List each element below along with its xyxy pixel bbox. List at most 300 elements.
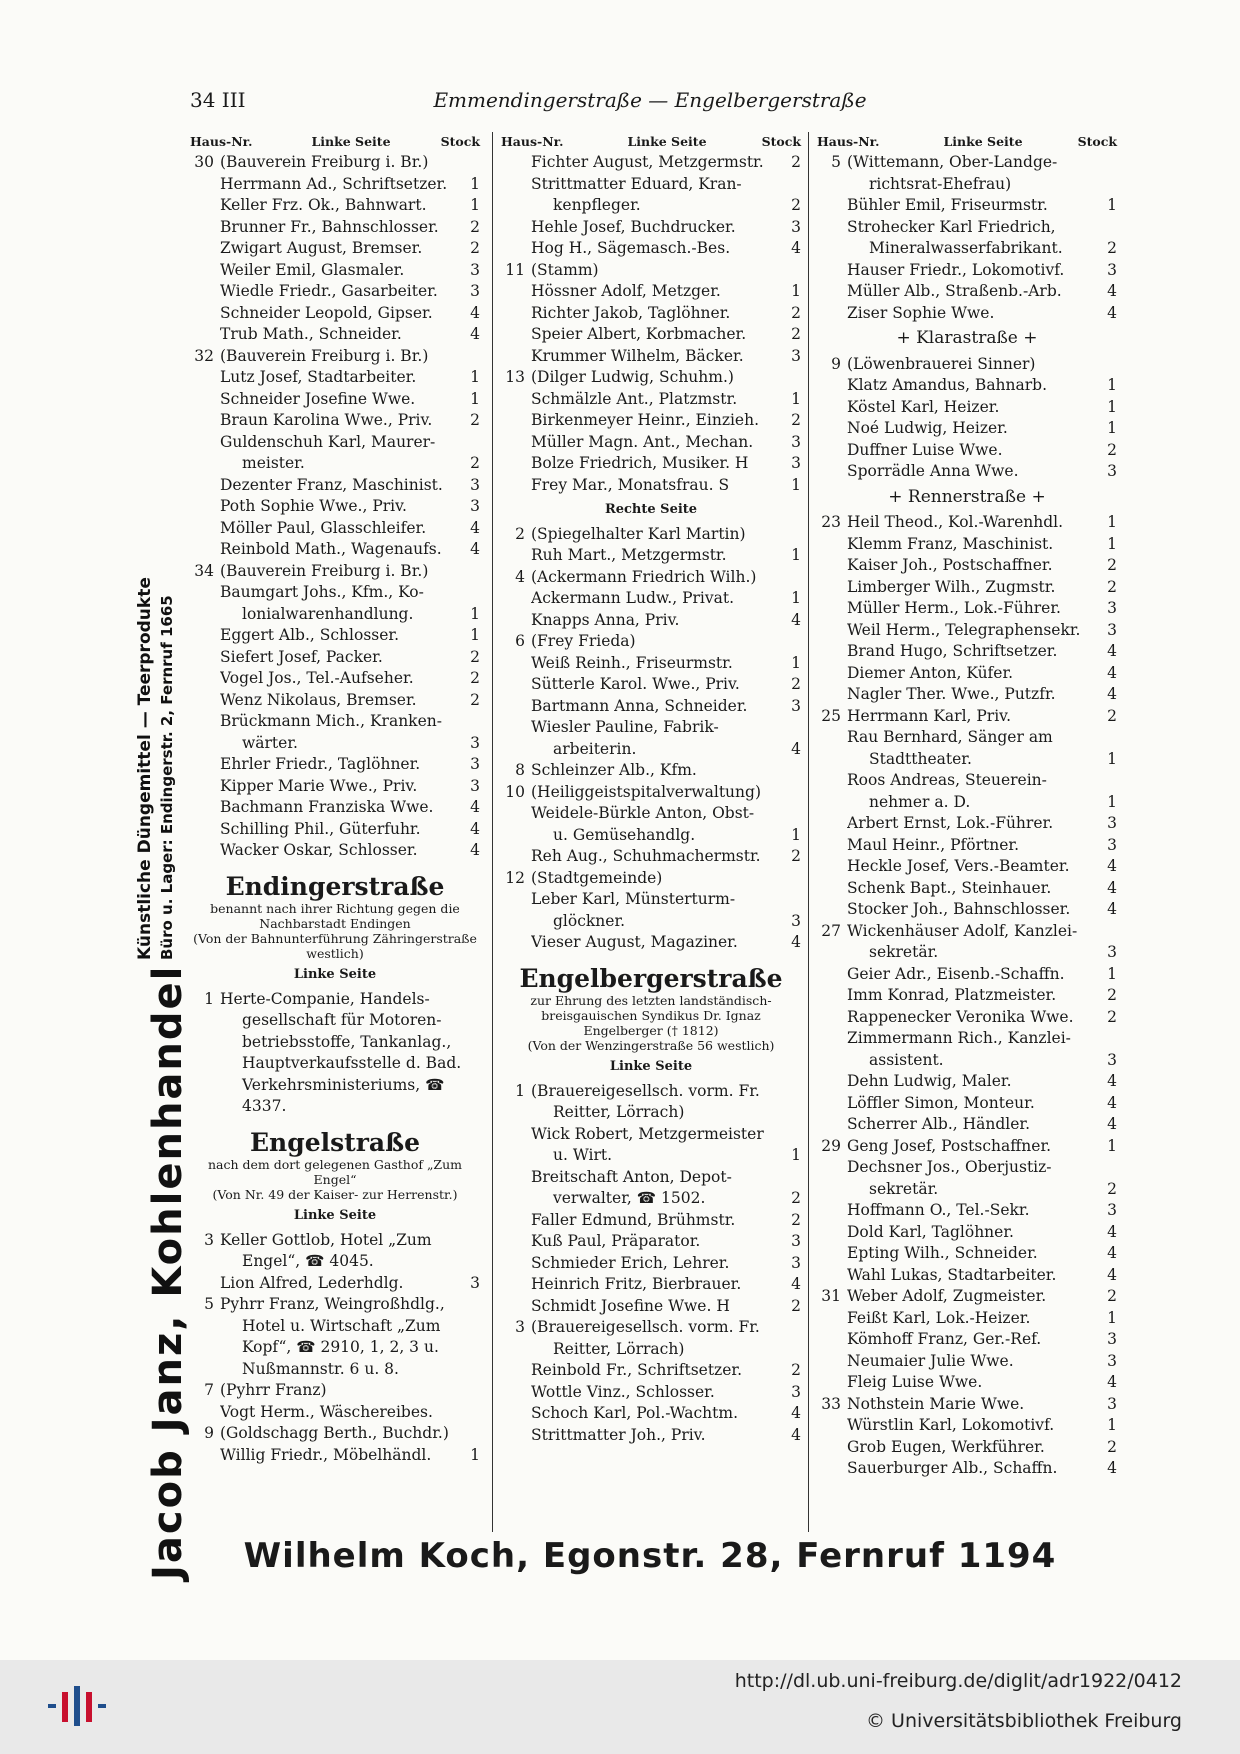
floor-number: 2 <box>791 1361 801 1379</box>
source-url-link[interactable]: http://dl.ub.uni-freiburg.de/diglit/adr1922/0412 <box>734 1670 1182 1692</box>
directory-entry <box>817 1222 1117 1244</box>
floor-number: 3 <box>1107 1201 1117 1219</box>
column-header <box>817 132 1117 152</box>
resident-text: Klemm Franz, Maschinist. <box>847 534 1054 553</box>
resident-text: Pyhrr Franz, Weingroßhdlg., <box>220 1295 445 1313</box>
resident-text: Zimmermann Rich., Kanzlei- <box>847 1029 1071 1047</box>
house-number <box>501 152 531 174</box>
floor-number <box>783 1339 801 1361</box>
resident-text: Knapps Anna, Priv. <box>531 610 680 629</box>
directory-entry <box>817 555 1117 577</box>
street-note: (Von der Wenzingerstraße 56 westlich) <box>527 1038 775 1053</box>
floor-number <box>783 782 801 804</box>
street-heading: Endingerstraße <box>225 871 445 901</box>
directory-entry <box>817 1007 1117 1029</box>
directory-entry <box>817 1394 1117 1416</box>
directory-entry <box>817 770 1117 792</box>
directory-entry <box>501 1317 801 1339</box>
house-number <box>817 792 847 814</box>
directory-entry <box>190 324 480 346</box>
resident-text: Grob Eugen, Werkführer. <box>847 1437 1045 1456</box>
floor-number: 3 <box>1107 620 1117 639</box>
resident-text: Rappenecker Veronika Wwe. <box>847 1007 1074 1026</box>
floor-number <box>462 711 480 733</box>
resident-text: (Stadtgemeinde) <box>531 868 663 887</box>
floor-number: 1 <box>791 589 801 607</box>
resident-text: Stadttheater. <box>869 749 972 768</box>
directory-entry <box>501 889 801 911</box>
house-number <box>190 367 220 389</box>
resident-text: Leber Karl, Münsterturm- <box>531 890 736 908</box>
house-number <box>501 410 531 432</box>
house-number <box>817 1093 847 1115</box>
house-number <box>190 776 220 798</box>
floor-number <box>462 432 480 454</box>
resident-text: lonialwarenhandlung. <box>242 604 414 623</box>
directory-entry <box>190 1402 480 1424</box>
house-number <box>501 346 531 368</box>
directory-entry <box>190 647 480 669</box>
house-number <box>190 797 220 819</box>
resident-text: (Bauverein Freiburg i. Br.) <box>220 346 429 365</box>
street-note: (Von der Bahnunterführung Zähringerstraße westlich) <box>193 931 477 961</box>
house-number <box>817 985 847 1007</box>
floor-number: 2 <box>791 1189 801 1207</box>
directory-entry <box>501 524 801 546</box>
floor-number <box>783 760 801 782</box>
directory-entry <box>190 539 480 561</box>
house-number <box>501 739 531 761</box>
resident-text: Hoffmann O., Tel.-Sekr. <box>847 1201 1030 1219</box>
floor-number: 4 <box>1107 663 1117 682</box>
resident-text: glöckner. <box>553 911 626 930</box>
house-number <box>501 1296 531 1318</box>
entry-continuation <box>817 1050 1117 1072</box>
floor-number: 2 <box>470 690 480 709</box>
directory-entry <box>817 1136 1117 1158</box>
floor-number <box>462 1096 480 1118</box>
directory-entry <box>817 598 1117 620</box>
resident-text: Wacker Oskar, Schlosser. <box>220 841 418 859</box>
directory-entry <box>817 1265 1117 1287</box>
house-number <box>817 1458 847 1480</box>
floor-number: 2 <box>470 669 480 687</box>
house-number <box>190 432 220 454</box>
house-number <box>817 174 847 196</box>
house-number-header: Haus-Nr. <box>501 134 564 149</box>
entry-continuation <box>190 1316 480 1338</box>
directory-entry <box>817 461 1117 483</box>
house-number <box>817 770 847 792</box>
resident-text: Lion Alfred, Lederhdlg. <box>220 1273 404 1292</box>
directory-entry <box>190 1273 480 1295</box>
entry-continuation <box>501 1145 801 1167</box>
side-header: Linke Seite <box>627 134 707 149</box>
floor-number <box>462 1380 480 1402</box>
directory-entry <box>501 803 801 825</box>
resident-text: Kuß Paul, Präparator. <box>531 1232 701 1250</box>
directory-entry <box>501 1296 801 1318</box>
house-number <box>817 418 847 440</box>
directory-entry <box>190 754 480 776</box>
resident-text: Schoch Karl, Pol.-Wachtm. <box>531 1404 738 1422</box>
resident-text: Duffner Luise Wwe. <box>847 440 1003 459</box>
house-number <box>817 1372 847 1394</box>
house-number: 33 <box>821 1394 841 1413</box>
house-number: 4 <box>515 567 525 586</box>
column-middle <box>492 132 801 1532</box>
directory-entry <box>817 663 1117 685</box>
resident-text: Schmälzle Ant., Platzmstr. <box>531 389 738 408</box>
house-number <box>501 653 531 675</box>
house-number: 1 <box>204 989 214 1008</box>
resident-text: Reh Aug., Schuhmachermstr. <box>531 847 761 865</box>
house-number <box>190 690 220 712</box>
floor-number: 3 <box>1107 599 1117 617</box>
floor-number: 3 <box>470 497 480 515</box>
floor-number: 4 <box>1107 857 1117 875</box>
floor-number <box>462 152 480 174</box>
house-number: 9 <box>831 354 841 373</box>
house-number: 23 <box>821 513 841 531</box>
directory-entry <box>501 346 801 368</box>
house-number <box>817 534 847 556</box>
house-number <box>190 1053 220 1075</box>
house-number <box>190 1032 220 1054</box>
resident-text: (Bauverein Freiburg i. Br.) <box>220 561 429 580</box>
house-number <box>817 620 847 642</box>
resident-text: Roos Andreas, Steuerein- <box>847 771 1047 789</box>
resident-text: Maul Heinr., Pförtner. <box>847 835 1020 854</box>
resident-text: Mineralwasserfabrikant. <box>869 239 1063 257</box>
resident-text: Brückmann Mich., Kranken- <box>220 712 442 730</box>
floor-number: 3 <box>791 1382 801 1401</box>
floor-number: 3 <box>1107 1351 1117 1370</box>
directory-entry <box>817 620 1117 642</box>
floor-number <box>462 1402 480 1424</box>
directory-entry <box>190 238 480 260</box>
resident-text: (Stamm) <box>531 260 599 279</box>
directory-entry <box>817 899 1117 921</box>
directory-entry <box>501 238 801 260</box>
resident-text: Kömhoff Franz, Ger.-Ref. <box>847 1330 1042 1348</box>
directory-entry <box>817 1351 1117 1373</box>
entry-continuation <box>190 1053 480 1075</box>
floor-number <box>462 1337 480 1359</box>
house-number <box>501 1124 531 1146</box>
house-number <box>190 539 220 561</box>
floor-number: 2 <box>1107 239 1117 257</box>
floor-number: 2 <box>1107 1007 1117 1026</box>
floor-number <box>1099 1028 1117 1050</box>
column-right <box>808 132 1117 1532</box>
floor-number: 2 <box>470 217 480 236</box>
street-note: benannt nach ihrer Richtung gegen die Nachbarstadt Endingen <box>210 901 460 931</box>
directory-entry <box>501 453 801 475</box>
resident-text: Willig Friedr., Möbelhändl. <box>220 1445 432 1464</box>
directory-entry <box>817 281 1117 303</box>
street-note: nach dem dort gelegenen Gasthof „Zum Engel“ <box>207 1157 463 1187</box>
house-number <box>817 555 847 577</box>
resident-text: Keller Frz. Ok., Bahnwart. <box>220 196 427 214</box>
resident-text: Nußmannstr. 6 u. 8. <box>242 1359 399 1378</box>
directory-entry <box>501 653 801 675</box>
house-number <box>501 1102 531 1124</box>
floor-number <box>462 1010 480 1032</box>
floor-number <box>1099 354 1117 376</box>
entry-continuation <box>501 825 801 847</box>
house-number <box>501 174 531 196</box>
resident-text: meister. <box>242 454 305 472</box>
directory-entry <box>190 1294 480 1316</box>
resident-text: Weil Herm., Telegraphensekr. <box>847 620 1081 639</box>
floor-number: 1 <box>470 604 480 623</box>
directory-entry <box>501 932 801 954</box>
resident-text: Herte-Companie, Handels- <box>220 989 430 1008</box>
directory-entry <box>190 989 480 1011</box>
house-number: 9 <box>204 1424 214 1442</box>
resident-text: Hog H., Sägemasch.-Bes. <box>531 239 731 257</box>
house-number <box>190 1337 220 1359</box>
floor-number <box>783 524 801 546</box>
floor-number: 3 <box>1107 1050 1117 1069</box>
resident-text: Faller Edmund, Brühmstr. <box>531 1210 736 1229</box>
house-number: 29 <box>821 1136 841 1155</box>
resident-text: Trub Math., Schneider. <box>220 325 402 343</box>
floor-number: 3 <box>1107 943 1117 961</box>
entry-continuation <box>501 1339 801 1361</box>
floor-number <box>462 582 480 604</box>
directory-entry <box>190 582 480 604</box>
resident-text: Wenz Nikolaus, Bremser. <box>220 690 417 709</box>
directory-entry <box>190 819 480 841</box>
floor-number: 3 <box>791 217 801 236</box>
entry-continuation <box>190 1032 480 1054</box>
resident-text: Sporrädle Anna Wwe. <box>847 462 1019 480</box>
entry-continuation <box>190 733 480 755</box>
house-number <box>190 410 220 432</box>
floor-number <box>462 1075 480 1097</box>
house-number <box>817 964 847 986</box>
directory-entry <box>190 432 480 454</box>
house-number-header: Haus-Nr. <box>817 134 880 149</box>
resident-text: Heinrich Fritz, Bierbrauer. <box>531 1275 742 1293</box>
floor-number: 2 <box>791 411 801 429</box>
resident-text: Sauerburger Alb., Schaffn. <box>847 1459 1058 1477</box>
resident-text: Weber Adolf, Zugmeister. <box>847 1287 1047 1305</box>
directory-entry <box>190 475 480 497</box>
floor-number: 2 <box>1107 440 1117 459</box>
house-number <box>501 303 531 325</box>
directory-entry <box>190 217 480 239</box>
directory-entry <box>817 1028 1117 1050</box>
floor-number <box>462 561 480 583</box>
directory-entry <box>817 706 1117 728</box>
resident-text: (Goldschagg Berth., Buchdr.) <box>220 1424 449 1442</box>
house-number: 2 <box>515 524 525 543</box>
floor-number: 4 <box>1107 1093 1117 1112</box>
resident-text: Vogel Jos., Tel.-Aufseher. <box>220 669 414 687</box>
floor-number: 1 <box>1107 397 1117 416</box>
resident-text: Richter Jakob, Taglöhner. <box>531 303 731 322</box>
resident-text: gesellschaft für Motoren- <box>242 1011 442 1029</box>
floor-number <box>783 1317 801 1339</box>
directory-entry <box>501 1403 801 1425</box>
floor-number: 1 <box>1107 1308 1117 1327</box>
directory-entry <box>817 418 1117 440</box>
resident-text: Braun Karolina Wwe., Priv. <box>220 411 433 429</box>
resident-text: Dechsner Jos., Oberjustiz- <box>847 1158 1052 1176</box>
floor-number: 3 <box>470 260 480 279</box>
house-number <box>190 195 220 217</box>
floor-number <box>783 1167 801 1189</box>
house-number <box>501 674 531 696</box>
floor-number <box>783 567 801 589</box>
resident-text: Frey Mar., Monatsfrau. S <box>531 475 730 494</box>
floor-number: 3 <box>1107 814 1117 832</box>
floor-number: 3 <box>470 475 480 494</box>
floor-number <box>462 1251 480 1273</box>
resident-text: Weidele-Bürkle Anton, Obst- <box>531 804 755 822</box>
resident-text: Stocker Joh., Bahnschlosser. <box>847 900 1071 918</box>
entry-continuation <box>501 1102 801 1124</box>
directory-entry <box>190 1423 480 1445</box>
house-number <box>190 733 220 755</box>
house-number <box>817 195 847 217</box>
resident-text: verwalter, ☎ 1502. <box>553 1189 706 1207</box>
floor-number <box>783 803 801 825</box>
entry-continuation <box>190 453 480 475</box>
house-number <box>190 389 220 411</box>
house-number <box>817 1179 847 1201</box>
house-number <box>501 324 531 346</box>
house-number <box>501 281 531 303</box>
directory-entry <box>190 668 480 690</box>
copyright-notice: © Universitätsbibliothek Freiburg <box>866 1710 1182 1732</box>
resident-text: (Ackermann Friedrich Wilh.) <box>531 567 757 586</box>
side-heading: Rechte Seite <box>604 502 698 517</box>
directory-entry <box>190 561 480 583</box>
floor-number <box>462 1230 480 1252</box>
entry-continuation <box>190 1251 480 1273</box>
resident-text: Reitter, Lörrach) <box>553 1103 685 1121</box>
house-number <box>501 1167 531 1189</box>
resident-text: Heckle Josef, Vers.-Beamter. <box>847 857 1070 875</box>
side-header: Linke Seite <box>943 134 1023 149</box>
house-number: 1 <box>515 1081 525 1100</box>
resident-text: Brunner Fr., Bahnschlosser. <box>220 217 439 236</box>
resident-text: Lutz Josef, Stadtarbeiter. <box>220 368 417 386</box>
floor-number: 2 <box>1107 556 1117 574</box>
house-number <box>817 375 847 397</box>
entry-continuation <box>817 749 1117 771</box>
house-number <box>190 582 220 604</box>
directory-entry <box>190 346 480 368</box>
house-number <box>817 684 847 706</box>
resident-text: Nagler Ther. Wwe., Putzfr. <box>847 685 1056 703</box>
resident-text: Bolze Friedrich, Musiker. H <box>531 454 749 472</box>
page-header <box>190 88 1110 118</box>
floor-number: 1 <box>791 653 801 672</box>
resident-text: Feißt Karl, Lok.-Heizer. <box>847 1308 1031 1327</box>
directory-entry <box>501 281 801 303</box>
resident-text: Verkehrsministeriums, ☎ <box>242 1075 445 1094</box>
floor-number: 3 <box>791 346 801 365</box>
floor-number: 3 <box>470 1273 480 1292</box>
house-number <box>501 717 531 739</box>
house-number <box>190 303 220 325</box>
street-note: zur Ehrung des letzten landständisch-breisgauischen Syndikus Dr. Ignaz Engelberger († 1812) <box>530 993 772 1038</box>
floor-number: 1 <box>791 546 801 564</box>
resident-text: Fleig Luise Wwe. <box>847 1373 983 1391</box>
directory-entry <box>817 1114 1117 1136</box>
page-number: 34 III <box>190 88 246 112</box>
directory-entry <box>817 985 1117 1007</box>
directory-entry <box>501 588 801 610</box>
house-number <box>817 1114 847 1136</box>
resident-text: Reinbold Fr., Schriftsetzer. <box>531 1361 743 1379</box>
floor-number: 4 <box>1107 282 1117 300</box>
resident-text: Bartmann Anna, Schneider. <box>531 696 748 715</box>
directory-entry <box>501 152 801 174</box>
house-number <box>190 668 220 690</box>
house-number <box>190 1010 220 1032</box>
floor-number: 4 <box>470 798 480 816</box>
directory-entry <box>501 389 801 411</box>
resident-text: (Bauverein Freiburg i. Br.) <box>220 153 429 171</box>
resident-text: Limberger Wilh., Zugmstr. <box>847 577 1056 596</box>
directory-entry <box>190 1230 480 1252</box>
floor-number: 4 <box>1107 1115 1117 1133</box>
column-header <box>501 132 801 152</box>
house-number <box>190 238 220 260</box>
directory-entry <box>817 440 1117 462</box>
cross-street: + Rennerstraße + <box>888 486 1046 507</box>
directory-entry <box>501 631 801 653</box>
entry-continuation <box>501 1188 801 1210</box>
entry-continuation <box>817 792 1117 814</box>
directory-entry <box>817 1071 1117 1093</box>
house-number <box>817 1222 847 1244</box>
footer-advertisement: Wilhelm Koch, Egonstr. 28, Fernruf 1194 <box>243 1536 1057 1576</box>
resident-text: sekretär. <box>869 1179 939 1198</box>
house-number <box>501 475 531 497</box>
house-number <box>501 1231 531 1253</box>
floor-number: 4 <box>1107 1244 1117 1262</box>
house-number <box>190 1096 220 1118</box>
house-number <box>817 663 847 685</box>
floor-number: 4 <box>1107 642 1117 660</box>
directory-entry <box>501 324 801 346</box>
resident-text: Ackermann Ludw., Privat. <box>531 589 735 607</box>
directory-entry <box>501 1231 801 1253</box>
directory-entry <box>190 260 480 282</box>
house-number <box>190 217 220 239</box>
house-number <box>190 518 220 540</box>
house-number <box>190 1402 220 1424</box>
resident-text: Hehle Josef, Buchdrucker. <box>531 217 736 236</box>
resident-text: kenpfleger. <box>553 196 641 214</box>
resident-text: (Brauereigesellsch. vorm. Fr. <box>531 1318 760 1336</box>
floor-number: 1 <box>791 475 801 494</box>
house-number <box>501 1403 531 1425</box>
floor-number <box>783 868 801 890</box>
floor-number <box>462 1359 480 1381</box>
floor-number: 1 <box>1107 534 1117 553</box>
resident-text: Hauptverkaufsstelle d. Bad. <box>242 1054 462 1072</box>
house-number <box>190 711 220 733</box>
floor-number <box>462 1053 480 1075</box>
